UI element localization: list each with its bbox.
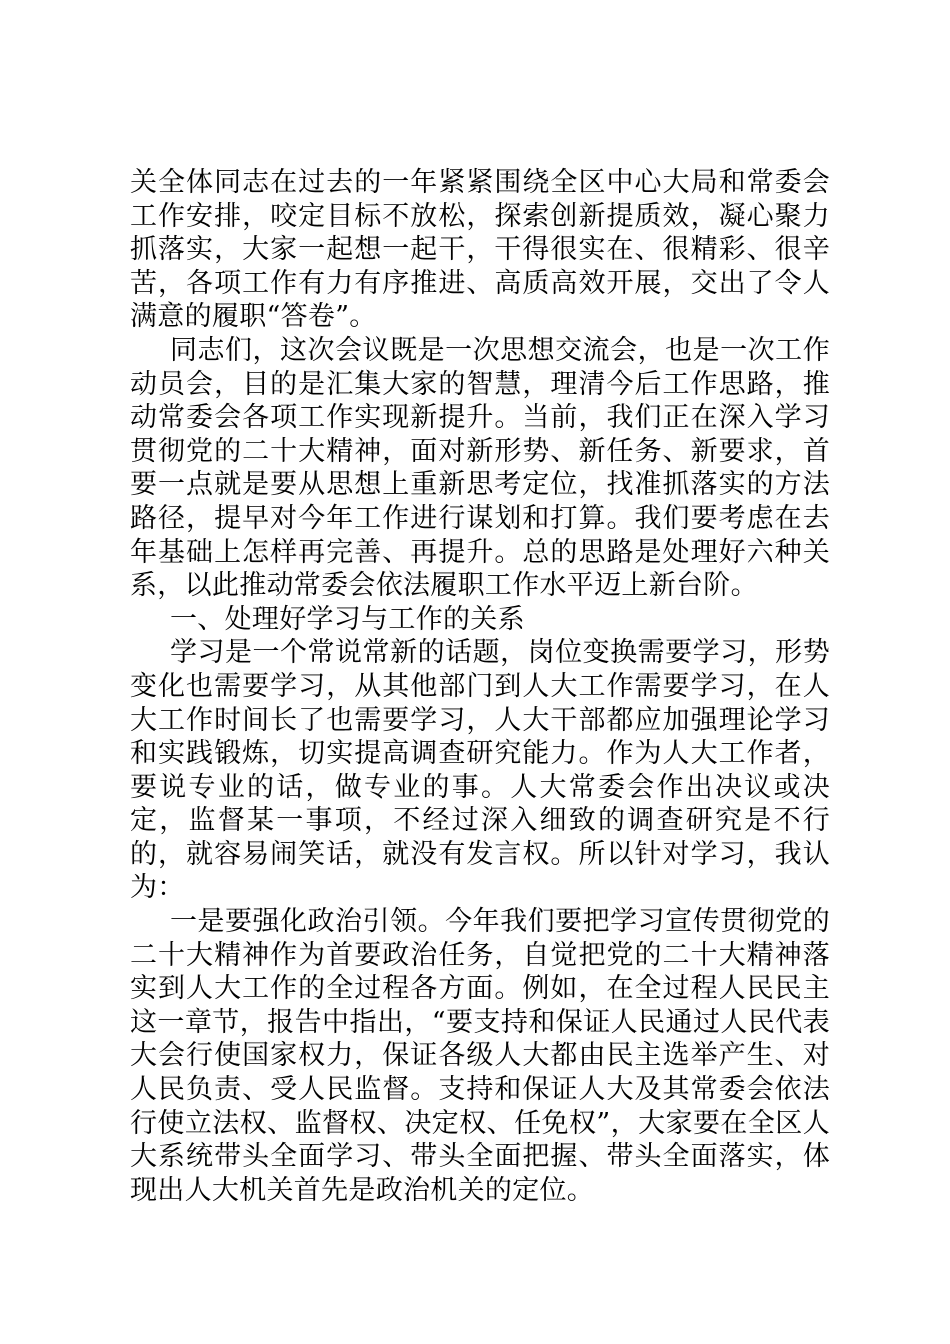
paragraph-learning: 学习是一个常说常新的话题，岗位变换需要学习，形势变化也需要学习，从其他部门到人大工作需要学习，在人大工作时间长了也需要学习，人大干部都应加强理论学习和实践锻炼，切实提高调查研究能力。作为人大工作者，要说专业的话，做专业的事。人大常委会作出决议或决定，监督某一事项，不经过深入细致的调查研究是不行的，就容易闹笑话，就没有发言权。所以针对学习，我认为： xyxy=(130,637,830,904)
paragraph-political-guidance: 一是要强化政治引领。今年我们要把学习宣传贯彻党的二十大精神作为首要政治任务，自觉把党的二十大精神落实到人大工作的全过程各方面。例如，在全过程人民民主这一章节，报告中指出，“要支持和保证人民通过人民代表大会行使国家权力，保证各级人大都由民主选举产生、对人民负责、受人民监督。支持和保证人大及其常委会依法行使立法权、监督权、决定权、任免权”，大家要在全区人大系统带头全面学习、带头全面把握、带头全面落实，体现出人大机关首先是政治机关的定位。 xyxy=(130,906,830,1206)
section-heading-1: 一、处理好学习与工作的关系 xyxy=(170,603,525,635)
document-body xyxy=(130,166,830,1207)
paragraph-meeting-purpose: 同志们，这次会议既是一次思想交流会，也是一次工作动员会，目的是汇集大家的智慧，理清今后工作思路，推动常委会各项工作实现新提升。当前，我们正在深入学习贯彻党的二十大精神，面对新形势、新任务、新要求，首要一点就是要从思想上重新思考定位，找准抓落实的方法路径，提早对今年工作进行谋划和打算。我们要考虑在去年基础上怎样再完善、再提升。总的思路是处理好六种关系，以此推动常委会依法履职工作水平迈上新台阶。 xyxy=(130,334,830,602)
paragraph-continued: 关全体同志在过去的一年紧紧围绕全区中心大局和常委会工作安排，咬定目标不放松，探索创新提质效，凝心聚力抓落实，大家一起想一起干，干得很实在、很精彩、很辛苦，各项工作有力有序推进、高质高效开展，交出了令人满意的履职“答卷”。 xyxy=(130,167,830,333)
